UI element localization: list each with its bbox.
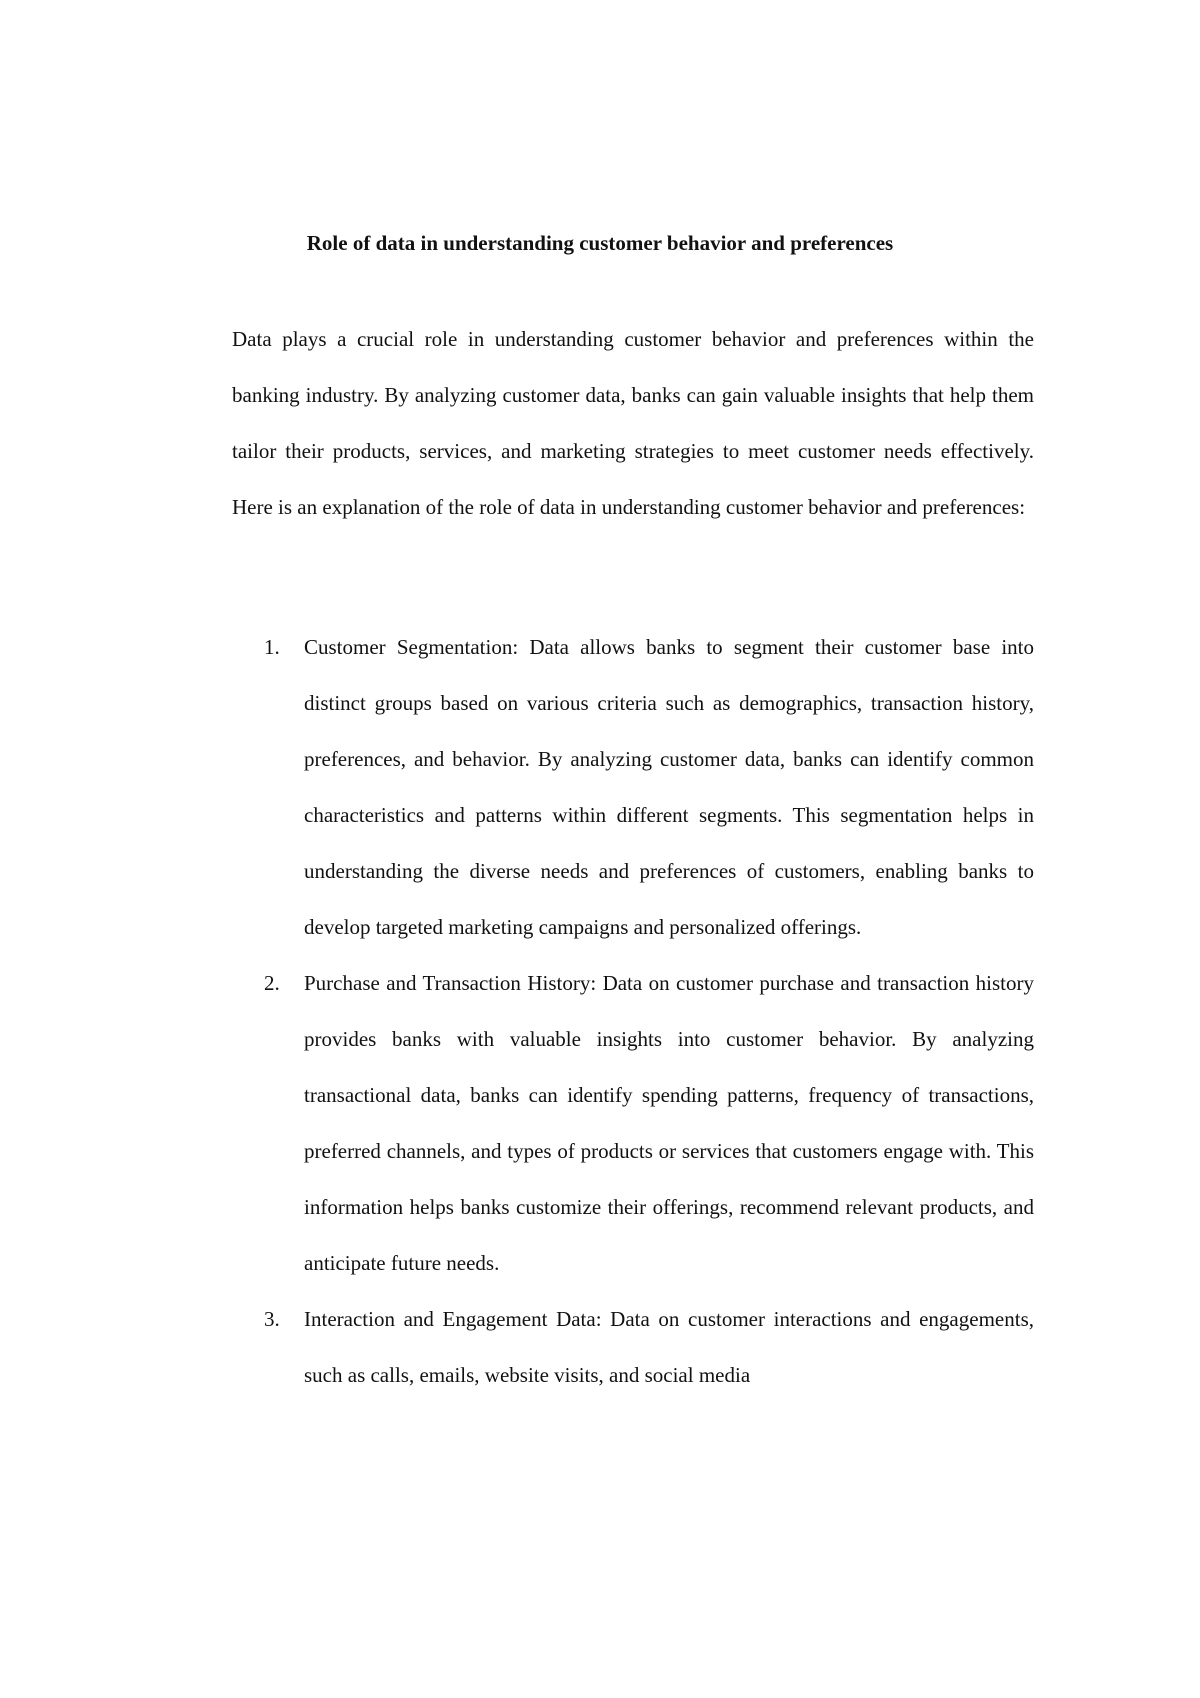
intro-paragraph: Data plays a crucial role in understanding customer behavior and preferences within the banking industry. By analyzing customer data, banks can gain valuable insights that help them tailor their products, services, and marketing strategies to meet customer needs effectively. Here is an explanation of the role of data in understanding customer behavior and preferences: [232, 327, 1034, 519]
list-item [232, 1291, 1034, 1403]
numbered-list [232, 619, 1034, 1403]
list-item-text: Interaction and Engagement Data: Data on customer interactions and engagements, such as calls, emails, website visits, and social media [304, 1307, 1034, 1387]
list-item-number: 2. [264, 971, 280, 995]
document-title: Role of data in understanding customer behavior and preferences [306, 231, 894, 255]
list-item [232, 955, 1034, 1291]
list-item-number: 3. [264, 1307, 280, 1331]
list-item [232, 619, 1034, 955]
list-item-number: 1. [264, 635, 280, 659]
list-item-text: Purchase and Transaction History: Data on customer purchase and transaction history provides banks with valuable insights into customer behavior. By analyzing transactional data, banks can identify spending patterns, frequency of transactions, preferred channels, and types of products or services that customers engage with. This information helps banks customize their offerings, recommend relevant products, and anticipate future needs. [304, 971, 1034, 1275]
list-item-text: Customer Segmentation: Data allows banks to segment their customer base into distinct groups based on various criteria such as demographics, transaction history, preferences, and behavior. By analyzing customer data, banks can identify common characteristics and patterns within different segments. This segmentation helps in understanding the diverse needs and preferences of customers, enabling banks to develop targeted marketing campaigns and personalized offerings. [304, 635, 1034, 939]
